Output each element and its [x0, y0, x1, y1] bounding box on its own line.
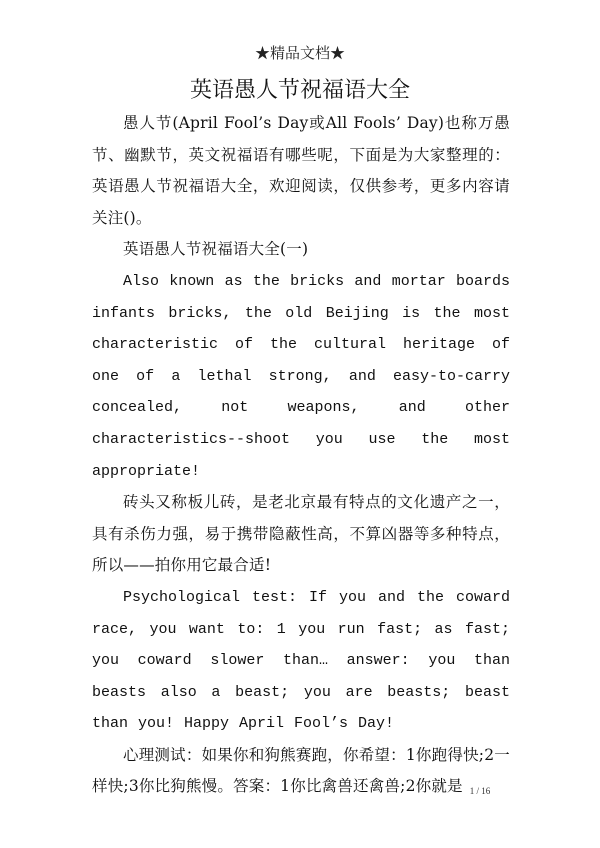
- english-paragraph-psych-test: Psychological test: If you and the coward race, you want to: 1 you run fast; as fast; you coward slower than… answer: you than beasts also a beast; you are beasts; beast than you! Happy April Fool’s Day!: [92, 588, 510, 733]
- chinese-paragraph-psych-test: 心理测试：如果你和狗熊赛跑，你希望：1你跑得快;2一样快;3你比狗熊慢。答案：1你比禽兽还禽兽;2你就是: [92, 745, 510, 796]
- chinese-paragraph-bricks: 砖头又称板儿砖，是老北京最有特点的文化遗产之一，具有杀伤力强，易于携带隐蔽性高，不算凶器等多种特点，所以——拍你用它最合适!: [92, 493, 510, 575]
- intro-paragraph: 愚人节(April Fool’s Day或All Fools’ Day)也称万愚节、幽默节，英文祝福语有哪些呢，下面是为大家整理的：英语愚人节祝福语大全，欢迎阅读，仅供参考，更多内容请关注()。: [92, 114, 510, 227]
- page-number: 1 / 16: [469, 786, 491, 796]
- document-body: [92, 108, 510, 803]
- section-heading: 英语愚人节祝福语大全(一): [123, 240, 309, 259]
- english-paragraph-bricks: Also known as the bricks and mortar boards infants bricks, the old Beijing is the most characteristic of the cultural heritage of one of a lethal strong, and easy-to-carry concealed, not weapons, and other characteristics--shoot you use the most appropriate!: [92, 272, 510, 480]
- document-title: 英语愚人节祝福语大全: [189, 78, 410, 103]
- header-watermark: ★精品文档★: [254, 44, 345, 62]
